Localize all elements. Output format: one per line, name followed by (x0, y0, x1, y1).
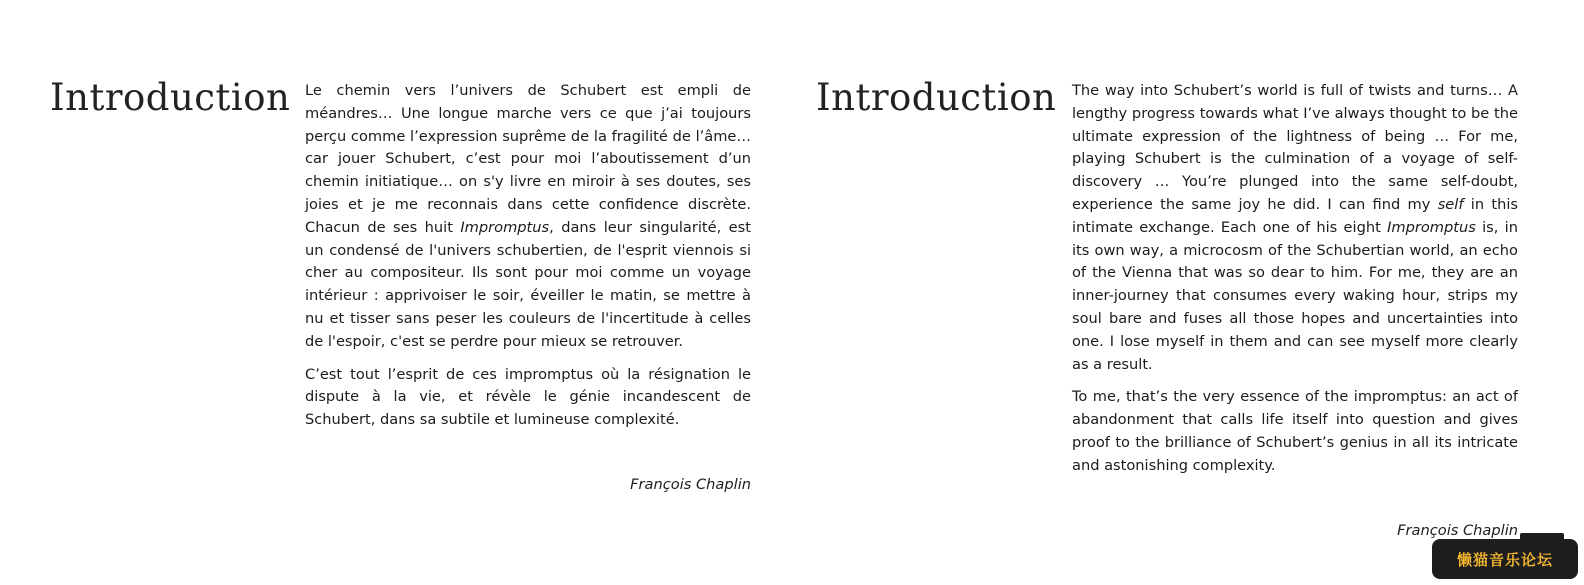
french-body (305, 80, 751, 442)
english-self-italic: self (1437, 195, 1464, 213)
french-signature: François Chaplin (630, 476, 751, 493)
watermark-text: 懒猫音乐论坛 (1456, 550, 1553, 569)
french-page (0, 0, 790, 585)
english-heading: Introduction (816, 76, 1057, 119)
french-paragraph-1: Le chemin vers l’univers de Schubert est empli de méandres… Une longue marche vers ce que j’ai toujours perçu comme l’expression suprême de la fragilité de l’âme… car jouer Schubert, c’est pour moi l’aboutissement d’un chemin initiatique… on s'y livre en miroir à ses doutes, ses joies et je me reconnais dans cette confidence discrète. Chacun de ses huit Impromptus, dans leur singularité, est un condensé de l'univers schubertien, de l'esprit viennois si cher au compositeur. Ils sont pour moi comme un voyage intérieur : apprivoiser le soir, éveiller le matin, se mettre à nu et tisser sans peser les couleurs de l'incertitude à celles de l'espoir, c'est se perdre pour mieux se retrouver. (305, 82, 751, 350)
english-paragraph-2: To me, that’s the very essence of the impromptus: an act of abandonment that calls life itself into question and gives proof to the brilliance of Schubert’s genius in all its intricate and astonishing complexity. (1072, 388, 1518, 474)
english-body (1072, 80, 1518, 488)
french-paragraph-2: C’est tout l’esprit de ces impromptus où la résignation le dispute à la vie, et révèle le génie incandescent de Schubert, dans sa subtile et lumineuse complexité. (305, 365, 751, 429)
english-paragraph-1: The way into Schubert’s world is full of twists and turns… A lengthy progress towards what I’ve always thought to be the ultimate expression of the lightness of being … For me, playing Schubert is the culmination of a voyage of self-discovery … You’re plunged into the same self-doubt, experience the same joy he did. I can find my self in this intimate exchange. Each one of his eight Impromptus is, in its own way, a microcosm of the Schubertian world, an echo of the Vienna that was so dear to him. For me, they are an inner-journey that consumes every waking hour, strips my soul bare and fuses all those hopes and uncertainties into one. I lose myself in them and can see myself more clearly as a result. (1072, 82, 1518, 373)
french-impromptus-italic: Impromptus (460, 218, 550, 236)
watermark-badge (1432, 539, 1578, 579)
english-page (790, 0, 1584, 585)
french-heading: Introduction (50, 76, 291, 119)
english-impromptus-italic: Impromptus (1387, 218, 1476, 236)
english-signature: François Chaplin (1397, 522, 1518, 539)
